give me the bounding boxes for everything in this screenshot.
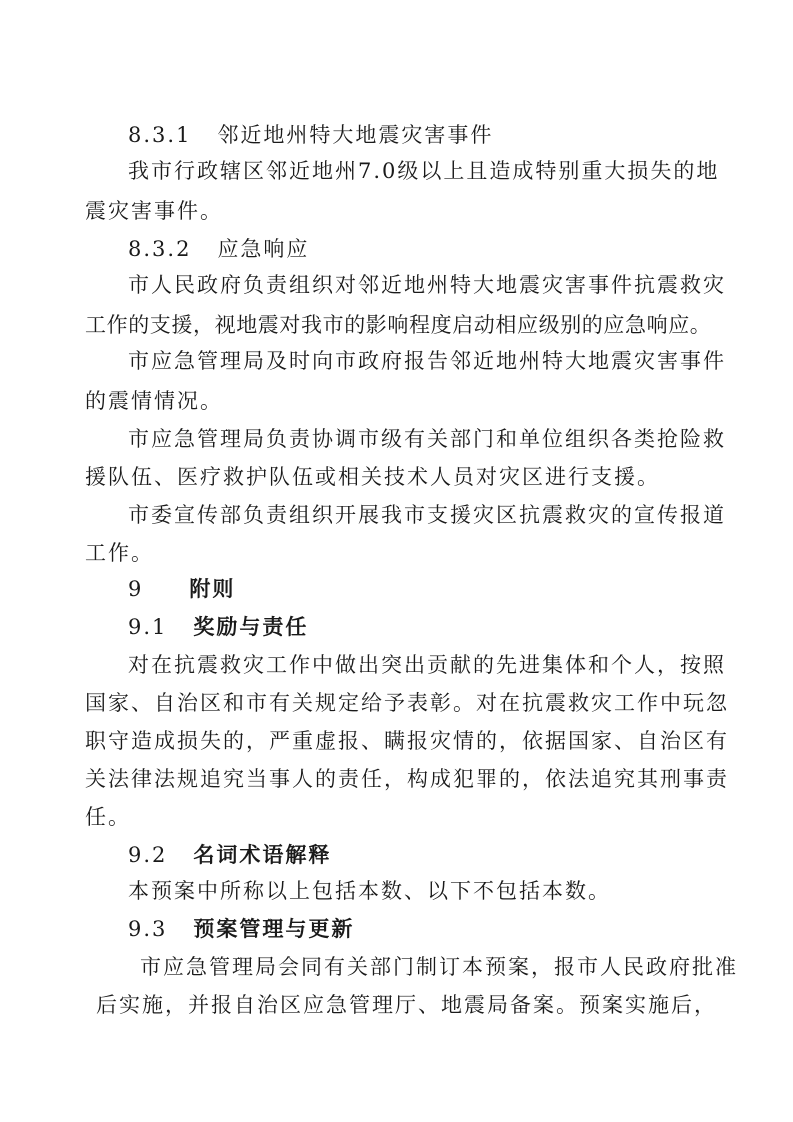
- heading-number: 8.3.2: [128, 237, 192, 261]
- paragraph-line: 工作的支援，视地震对我市的影响程度启动相应级别的应急响应。: [85, 313, 712, 337]
- paragraph-line: 市应急管理局会同有关部门制订本预案，报市人民政府批准: [140, 955, 738, 979]
- heading-9-3: [128, 916, 354, 942]
- paragraph-line: 震灾害事件。: [85, 199, 223, 223]
- heading-8-3-1: [128, 122, 493, 148]
- paragraph-line: 我市行政辖区邻近地州7.0级以上且造成特别重大损失的地: [128, 159, 720, 183]
- paragraph-line: 市应急管理局及时向市政府报告邻近地州特大地震灾害事件: [128, 349, 726, 373]
- heading-9: [128, 576, 235, 602]
- heading-title: 应急响应: [217, 237, 310, 261]
- heading-9-1: [128, 614, 308, 640]
- heading-number: 9.1: [128, 615, 168, 639]
- paragraph-line: 国家、自治区和市有关规定给予表彰。对在抗震救灾工作中玩忽: [85, 691, 729, 715]
- heading-9-2: [128, 842, 331, 868]
- heading-title: 预案管理与更新: [193, 916, 355, 941]
- heading-title: 邻近地州特大地震灾害事件: [217, 123, 494, 147]
- heading-title: 奖励与责任: [193, 614, 309, 639]
- heading-8-3-2: [128, 236, 309, 262]
- paragraph-line: 市应急管理局负责协调市级有关部门和单位组织各类抢险救: [128, 427, 726, 451]
- heading-number: 9.3: [128, 917, 168, 941]
- paragraph-line: 后实施，并报自治区应急管理厅、地震局备案。预案实施后，: [96, 993, 717, 1017]
- paragraph-line: 关法律法规追究当事人的责任，构成犯罪的，依法追究其刑事责: [85, 767, 729, 791]
- paragraph-line: 的震情情况。: [85, 389, 223, 413]
- paragraph-line: 职守造成损失的，严重虚报、瞒报灾情的，依据国家、自治区有: [85, 729, 729, 753]
- paragraph-line: 市委宣传部负责组织开展我市支援灾区抗震救灾的宣传报道: [128, 503, 726, 527]
- paragraph-line: 任。: [85, 805, 131, 829]
- paragraph-line: 工作。: [85, 541, 154, 565]
- heading-title: 附则: [189, 576, 236, 601]
- heading-title: 名词术语解释: [193, 842, 332, 867]
- paragraph-line: 本预案中所称以上包括本数、以下不包括本数。: [128, 879, 611, 903]
- paragraph-line: 对在抗震救灾工作中做出突出贡献的先进集体和个人，按照: [128, 653, 726, 677]
- paragraph-line: 援队伍、医疗救护队伍或相关技术人员对灾区进行支援。: [85, 465, 660, 489]
- heading-number: 9: [128, 577, 144, 601]
- paragraph-line: 市人民政府负责组织对邻近地州特大地震灾害事件抗震救灾: [128, 273, 726, 297]
- heading-number: 8.3.1: [128, 123, 192, 147]
- heading-number: 9.2: [128, 843, 168, 867]
